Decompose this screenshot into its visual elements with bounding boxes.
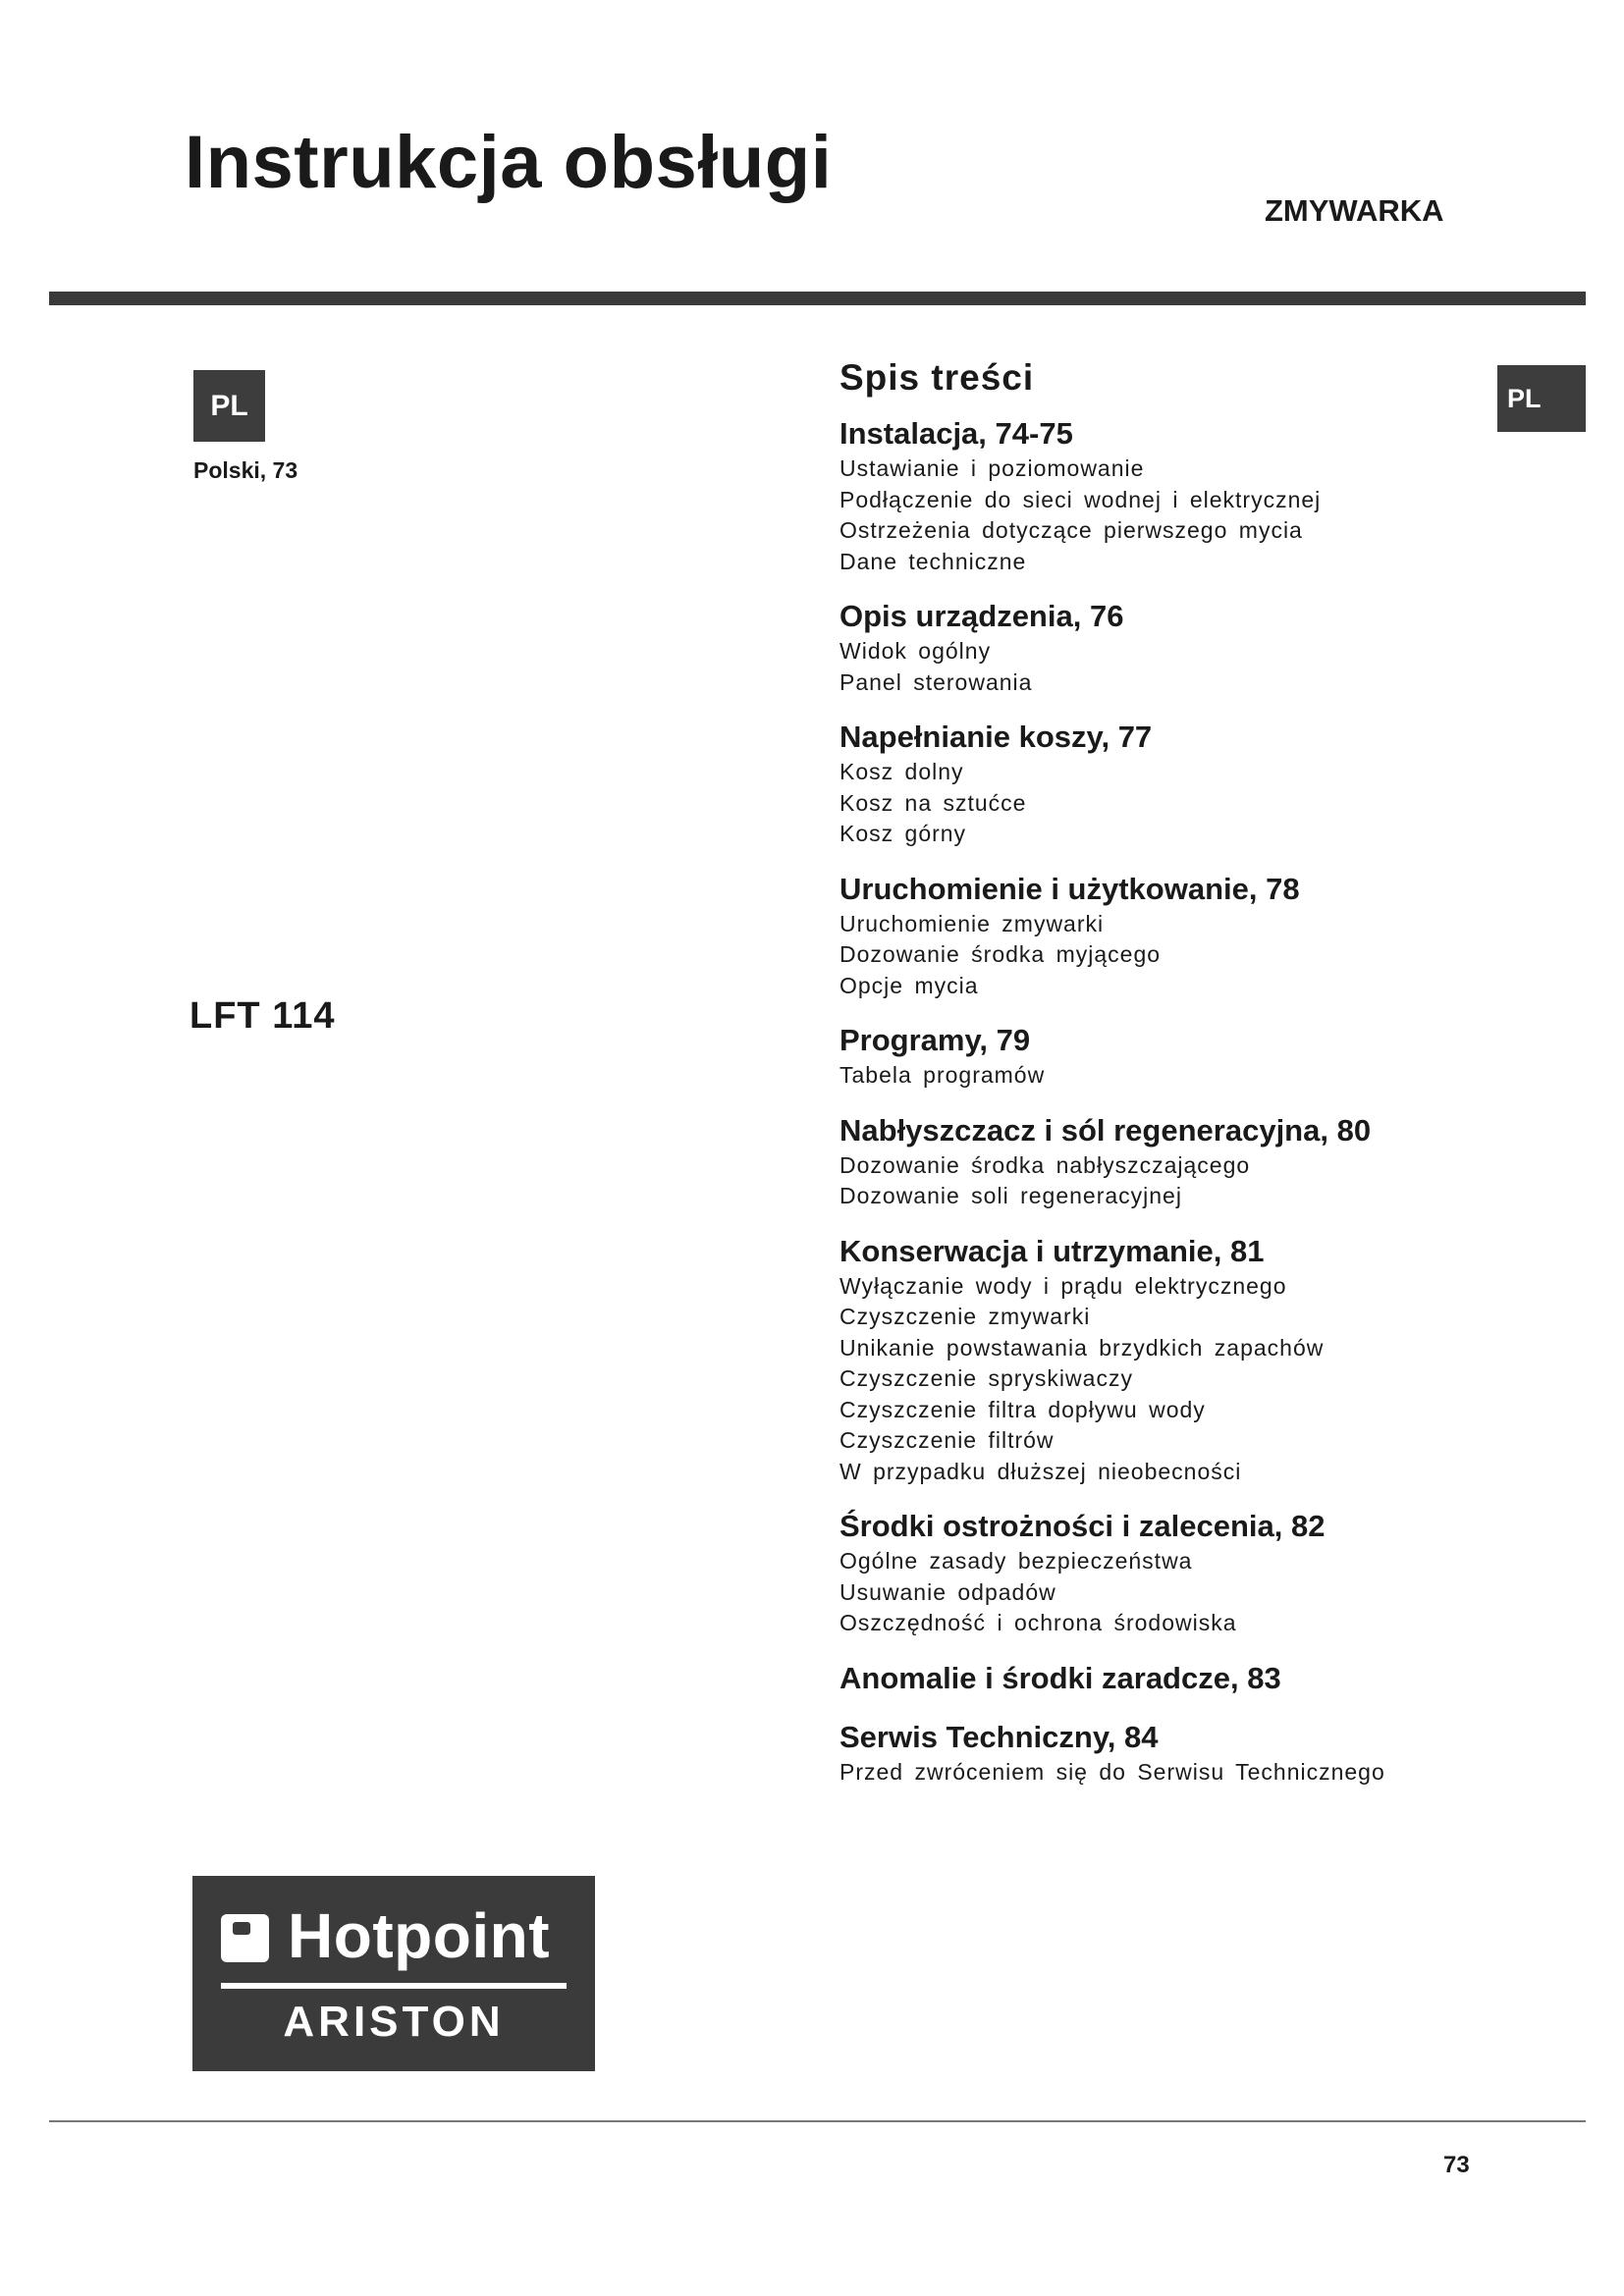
toc-item: Wyłączanie wody i prądu elektrycznego xyxy=(839,1272,1287,1299)
toc-item: Kosz na sztućce xyxy=(839,789,1027,816)
toc-section-heading: Anomalie i środki zaradcze, 83 xyxy=(839,1660,1281,1695)
toc-section-heading: Instalacja, 74-75 xyxy=(839,416,1073,451)
toc-section xyxy=(839,414,1527,577)
toc-item: Unikanie powstawania brzydkich zapachów xyxy=(839,1334,1325,1361)
logo-brand-text: Hotpoint xyxy=(288,1900,550,1971)
toc-section-heading: Uruchomienie i użytkowanie, 78 xyxy=(839,871,1300,906)
toc-item: Oszczędność i ochrona środowiska xyxy=(839,1610,1237,1635)
toc-item: Czyszczenie zmywarki xyxy=(839,1304,1091,1329)
toc-item: Panel sterowania xyxy=(839,668,1033,695)
toc-section xyxy=(839,870,1527,1002)
toc-item: W przypadku dłuższej nieobecności xyxy=(839,1458,1242,1484)
toc-section xyxy=(839,597,1527,698)
toc-section xyxy=(839,1507,1527,1639)
toc-item: Czyszczenie filtrów xyxy=(839,1427,1055,1453)
logo-sub-text: ARISTON xyxy=(283,1998,505,2046)
logo-divider xyxy=(221,1983,567,1989)
toc-section-heading: Środki ostrożności i zalecenia, 82 xyxy=(839,1509,1326,1543)
toc-item: Dozowanie środka nabłyszczającego xyxy=(839,1151,1251,1178)
bottom-divider xyxy=(49,2120,1586,2122)
toc-title: Spis treści xyxy=(839,357,1035,398)
toc-section-heading: Konserwacja i utrzymanie, 81 xyxy=(839,1233,1265,1268)
toc-item: Ustawianie i poziomowanie xyxy=(839,455,1145,481)
toc-section-heading: Opis urządzenia, 76 xyxy=(839,599,1124,633)
language-badge-right: PL xyxy=(1497,365,1586,432)
page-number: 73 xyxy=(1443,2152,1470,2178)
toc-item: Dane techniczne xyxy=(839,548,1027,574)
toc-item: Kosz dolny xyxy=(839,759,964,784)
toc-item: Ostrzeżenia dotyczące pierwszego mycia xyxy=(839,517,1303,543)
toc-item: Podłączenie do sieci wodnej i elektrycznej xyxy=(839,486,1322,512)
toc-item: Dozowanie soli regeneracyjnej xyxy=(839,1183,1182,1208)
toc-section-heading: Programy, 79 xyxy=(839,1023,1031,1057)
toc-section xyxy=(839,1718,1527,1789)
language-page-reference: Polski, 73 xyxy=(193,457,298,483)
toc-section xyxy=(839,718,1527,850)
toc-item: Widok ogólny xyxy=(839,638,992,664)
toc-item: Czyszczenie spryskiwaczy xyxy=(839,1365,1133,1391)
toc-item: Uruchomienie zmywarki xyxy=(839,910,1105,936)
toc-section-heading: Nabłyszczacz i sól regeneracyjna, 80 xyxy=(839,1112,1372,1148)
document-subtitle: ZMYWARKA xyxy=(1265,193,1444,228)
toc-item: Usuwanie odpadów xyxy=(839,1578,1056,1605)
toc-section xyxy=(839,1111,1527,1212)
document-title: Instrukcja obsługi xyxy=(185,121,833,204)
toc-item: Ogólne zasady bezpieczeństwa xyxy=(839,1548,1193,1574)
toc-sections xyxy=(839,414,1527,1788)
model-number: LFT 114 xyxy=(189,995,336,1037)
toc-section xyxy=(839,1659,1527,1698)
language-badge-left: PL xyxy=(193,370,265,442)
toc-section-heading: Serwis Techniczny, 84 xyxy=(839,1719,1159,1754)
toc-item: Opcje mycia xyxy=(839,972,979,998)
toc-item: Kosz górny xyxy=(839,821,967,846)
toc-section xyxy=(839,1232,1527,1488)
toc-section-heading: Napełnianie koszy, 77 xyxy=(839,720,1153,754)
toc-item: Tabela programów xyxy=(839,1062,1046,1088)
hotpoint-square-icon xyxy=(221,1914,269,1962)
table-of-contents xyxy=(839,357,1527,1807)
brand-logo xyxy=(192,1876,595,2071)
toc-item: Dozowanie środka myjącego xyxy=(839,941,1162,967)
toc-section xyxy=(839,1021,1527,1092)
toc-item: Przed zwróceniem się do Serwisu Technicznego xyxy=(839,1758,1385,1785)
top-divider xyxy=(49,292,1586,305)
toc-item: Czyszczenie filtra dopływu wody xyxy=(839,1396,1206,1422)
